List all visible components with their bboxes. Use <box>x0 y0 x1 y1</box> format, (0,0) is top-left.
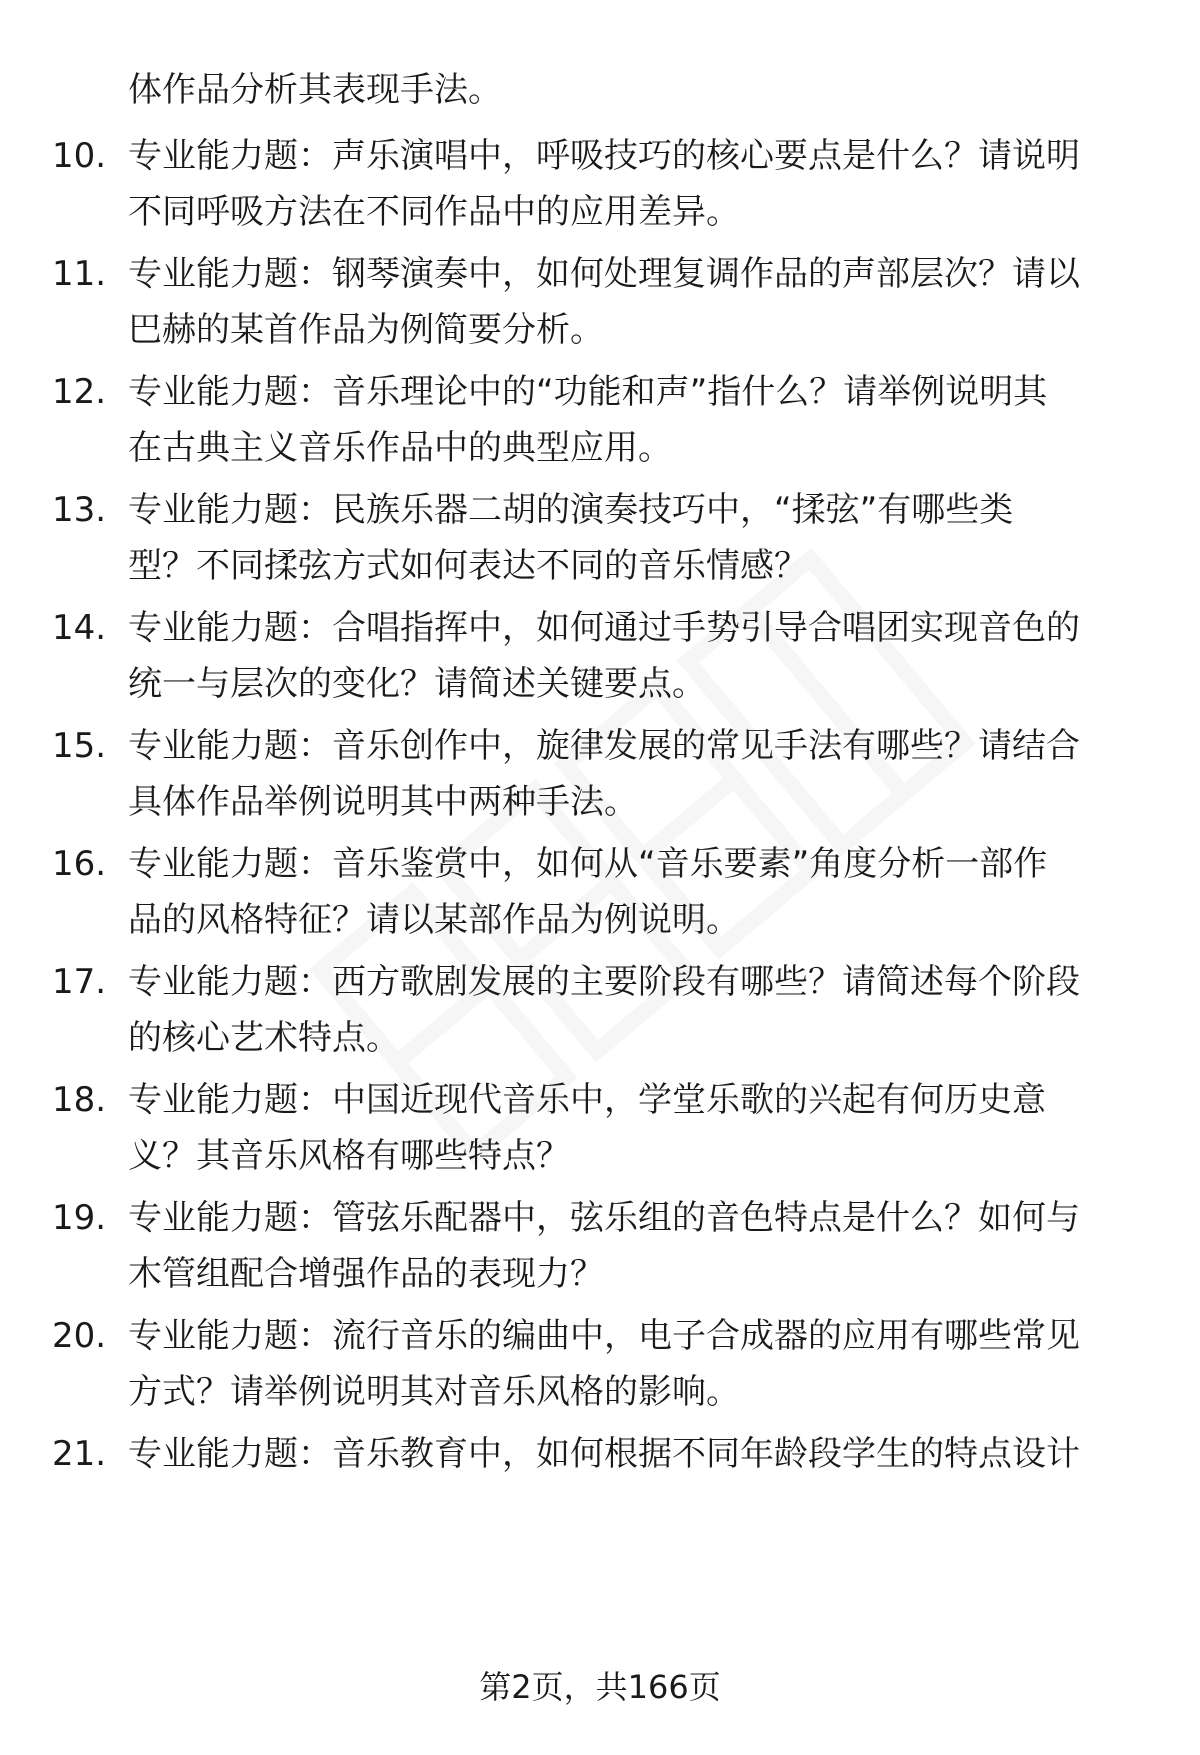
item-text <box>128 1308 1148 1420</box>
item-text-line: 在古典主义音乐作品中的典型应用。 <box>128 428 672 468</box>
item-number: 19. <box>52 1198 107 1238</box>
item-number: 12. <box>52 372 107 412</box>
item-text <box>128 482 1148 594</box>
item-number: 10. <box>52 136 107 176</box>
item-text-line: 专业能力题：音乐教育中，如何根据不同年龄段学生的特点设计 <box>128 1434 1080 1474</box>
item-text-line: 品的风格特征？请以某部作品为例说明。 <box>128 900 740 940</box>
item-number: 14. <box>52 608 107 648</box>
item-text-line: 专业能力题：音乐创作中，旋律发展的常见手法有哪些？请结合 <box>128 726 1080 766</box>
item-text <box>128 128 1148 240</box>
item-text-line: 统一与层次的变化？请简述关键要点。 <box>128 664 706 704</box>
item-text-line: 专业能力题：管弦乐配器中，弦乐组的音色特点是什么？如何与 <box>128 1198 1080 1238</box>
item-text-line: 专业能力题：流行音乐的编曲中，电子合成器的应用有哪些常见 <box>128 1316 1080 1356</box>
item-text <box>128 246 1148 358</box>
item-number: 16. <box>52 844 107 884</box>
item-text <box>128 836 1148 948</box>
item-text <box>128 1426 1148 1482</box>
item-text-line: 具体作品举例说明其中两种手法。 <box>128 782 638 822</box>
item-text-line: 专业能力题：音乐鉴赏中，如何从“音乐要素”角度分析一部作 <box>128 844 1048 884</box>
item-text <box>128 364 1148 476</box>
item-text-line: 方式？请举例说明其对音乐风格的影响。 <box>128 1372 740 1412</box>
item-text <box>128 954 1148 1066</box>
item-text-line: 不同呼吸方法在不同作品中的应用差异。 <box>128 192 740 232</box>
item-text <box>128 1190 1148 1302</box>
item-number: 11. <box>52 254 107 294</box>
item-number: 15. <box>52 726 107 766</box>
item-number: 20. <box>52 1316 107 1356</box>
item-text-line: 义？其音乐风格有哪些特点？ <box>128 1136 570 1176</box>
item-number: 13. <box>52 490 107 530</box>
item-number: 17. <box>52 962 107 1002</box>
item-text-line: 型？不同揉弦方式如何表达不同的音乐情感？ <box>128 546 808 586</box>
item-number: 21. <box>52 1434 107 1474</box>
item-number: 18. <box>52 1080 107 1120</box>
item-text-line: 专业能力题：民族乐器二胡的演奏技巧中，“揉弦”有哪些类 <box>128 490 1014 530</box>
item-text <box>128 718 1148 830</box>
item-text-line: 专业能力题：钢琴演奏中，如何处理复调作品的声部层次？请以 <box>128 254 1080 294</box>
item-text-line: 专业能力题：西方歌剧发展的主要阶段有哪些？请简述每个阶段 <box>128 962 1080 1002</box>
item-text-line: 专业能力题：中国近现代音乐中，学堂乐歌的兴起有何历史意 <box>128 1080 1046 1120</box>
item-text-line: 专业能力题：合唱指挥中，如何通过手势引导合唱团实现音色的 <box>128 608 1080 648</box>
item-text-line: 专业能力题：声乐演唱中，呼吸技巧的核心要点是什么？请说明 <box>128 136 1080 176</box>
continuation-text: 体作品分析其表现手法。 <box>128 70 502 110</box>
item-text <box>128 1072 1148 1184</box>
item-text-line: 专业能力题：音乐理论中的“功能和声”指什么？请举例说明其 <box>128 372 1048 412</box>
item-text-line: 木管组配合增强作品的表现力？ <box>128 1254 604 1294</box>
item-text-line: 的核心艺术特点。 <box>128 1018 400 1058</box>
item-text <box>128 600 1148 712</box>
item-text-line: 巴赫的某首作品为例简要分析。 <box>128 310 604 350</box>
page-footer: 第2页，共166页 <box>479 1668 721 1706</box>
